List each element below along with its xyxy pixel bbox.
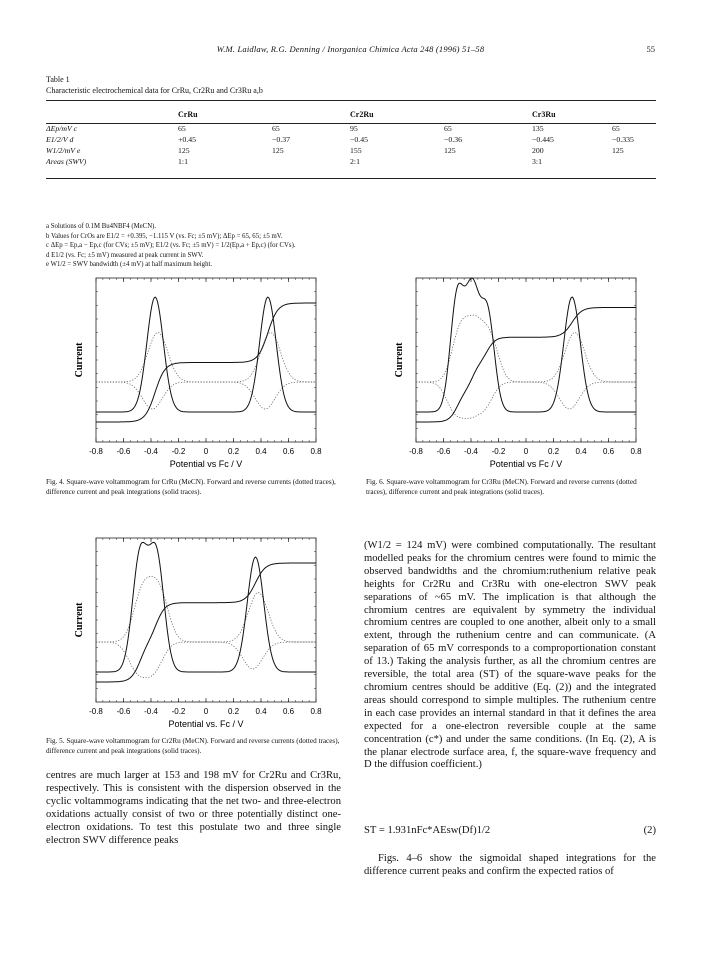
group-header: Cr3Ru — [532, 110, 556, 119]
table-cell — [612, 156, 656, 167]
x-tick-label: -0.2 — [171, 447, 186, 456]
x-tick-label: 0.2 — [227, 447, 240, 456]
x-tick-label: -0.4 — [144, 707, 158, 716]
table-cell: 65 — [178, 124, 186, 133]
reverse-current-trace — [96, 382, 316, 409]
table-cell: −0.335 — [612, 135, 634, 144]
table-cell: 3:1 — [532, 157, 542, 166]
table-cell: 125 — [272, 146, 284, 155]
x-tick-label: 0 — [203, 707, 209, 716]
row-label: ΔEp/mV c — [46, 124, 78, 133]
x-tick-label: 0.2 — [227, 707, 240, 716]
figure-svg — [366, 270, 661, 475]
table-row — [46, 145, 656, 156]
peak-integration-trace — [96, 563, 316, 682]
plot-frame — [96, 538, 316, 702]
x-tick-label: -0.2 — [491, 447, 506, 456]
x-tick-label: -0.4 — [464, 447, 478, 456]
page-number: 55 — [646, 44, 655, 54]
table-cell: −0.445 — [532, 135, 554, 144]
equation-body: ST = 1.931nFc*AEsw(Df)1/2 — [364, 825, 491, 836]
figure-6-plot — [366, 270, 661, 475]
figure-4-caption: Fig. 4. Square-wave voltammogram for CrRu (MeCN). Forward and reverse currents (dotted traces), difference current and peak integrations (solid traces). — [46, 478, 336, 496]
x-axis-label: Potential vs Fc / V — [489, 459, 563, 469]
figure-6-caption: Fig. 6. Square-wave voltammogram for Cr3Ru (MeCN). Forward and reverse currents (dotted traces), difference current and peak integrations (solid traces). — [366, 478, 637, 496]
x-tick-label: -0.6 — [116, 707, 131, 716]
x-tick-label: 0.6 — [602, 447, 615, 456]
figure-5-caption: Fig. 5. Square-wave voltammogram for Cr2Ru (MeCN). Forward and reverse currents (dotted traces), difference current and peak integrations (solid traces). — [46, 737, 340, 755]
y-axis-label: Current — [74, 602, 85, 638]
table-footnotes — [46, 222, 296, 270]
footnote: d E1/2 (vs. Fc; ±5 mV) measured at peak current in SWV. — [46, 251, 204, 259]
running-head: W.M. Laidlaw, R.G. Denning / Inorganica Chimica Acta 248 (1996) 51–58 — [216, 44, 485, 54]
figure-svg — [46, 530, 341, 735]
table-cell: 125 — [444, 146, 456, 155]
table-row — [46, 156, 656, 167]
table-caption: Characteristic electrochemical data for CrRu, Cr2Ru and Cr3Ru a,b — [46, 86, 263, 95]
table-cell: 125 — [178, 146, 190, 155]
equation-2 — [364, 825, 656, 836]
y-axis-label: Current — [394, 342, 405, 378]
table-cell: −0.36 — [444, 135, 463, 144]
footnote: e W1/2 = SWV bandwidth (±4 mV) at half maximum height. — [46, 261, 213, 268]
row-label: E1/2/V d — [46, 135, 74, 144]
x-tick-label: 0.4 — [255, 447, 267, 456]
table-row — [46, 134, 656, 145]
x-axis-label: Potential vs. Fc / V — [168, 719, 244, 729]
body-paragraph-right: (W1/2 = 124 mV) were combined computationally. The resultant modelled peaks for the chromium centres were found to mimic the observed bandwidths and the chromium:ruthenium relative peak heights for Cr2Ru and Cr3Ru with one-electron SWV peak separations of ~65 mV. The implication is that although the chromium centres are equivalent by symmetry the individual chromium centres are coupled to one another, albeit only to a small extent, through the ruthenium centre and can communicate. (A separation of 65 mV corresponds to a comproportionation constant of 13.) Taking the analysis further, as all the chromium centres are reversible, the total area (ST) of the square-wave peaks for the chromium centres should be additive (Eq. (2)) and the integrated areas should correspond to simple multiples. The ruthenium centre in each case provides an internal standard in that it defines the area expected for a one-electron reversible couple at the same concentration (c*) and under the same conditions. (In Eq. (2), A is the planar electrode surface area, f, the square-wave frequency and D the diffusion coefficient.) — [364, 540, 656, 771]
table-header-row — [46, 109, 656, 123]
table-cell: 135 — [532, 124, 544, 133]
x-tick-label: 0.6 — [282, 707, 295, 716]
table-top-rule — [46, 100, 656, 101]
table-cell: −0.37 — [272, 135, 291, 144]
table-bottom-rule — [46, 178, 656, 179]
peak-integration-trace — [96, 303, 316, 422]
x-tick-label: 0 — [203, 447, 209, 456]
y-axis-label: Current — [74, 342, 85, 378]
table-cell: 65 — [272, 124, 280, 133]
x-tick-label: 0.8 — [630, 447, 642, 456]
x-tick-label: -0.2 — [171, 707, 186, 716]
forward-current-trace — [416, 315, 636, 382]
equation-number: (2) — [643, 825, 656, 836]
table-cell: 125 — [612, 146, 624, 155]
x-tick-label: -0.6 — [116, 447, 131, 456]
table-cell — [272, 156, 350, 167]
group-header: Cr2Ru — [350, 110, 374, 119]
x-tick-label: -0.8 — [409, 447, 423, 456]
row-label: Areas (SWV) — [46, 157, 87, 166]
table-cell: +0.45 — [178, 135, 197, 144]
table-label: Table 1 — [46, 75, 70, 84]
x-tick-label: 0.4 — [255, 707, 267, 716]
plot-frame — [96, 278, 316, 442]
x-tick-label: 0.4 — [575, 447, 587, 456]
row-label: W1/2/mV e — [46, 146, 81, 155]
table-cell: −0.45 — [350, 135, 369, 144]
figure-4-plot — [46, 270, 341, 475]
data-table — [46, 109, 656, 167]
table-cell: 1:1 — [178, 157, 188, 166]
x-tick-label: -0.6 — [436, 447, 451, 456]
x-tick-label: 0 — [523, 447, 529, 456]
figure-svg — [46, 270, 341, 475]
table-cell — [444, 156, 532, 167]
body-paragraph-left: centres are much larger at 153 and 198 mV for Cr2Ru and Cr3Ru, respectively. This is consistent with the dispersion observed in the cyclic voltammograms indicating that the net two- and three-electron oxidations actually consist of two or three potentially distinct one-electron oxidations. To test this postulate two and three single electron SWV difference peaks — [46, 770, 341, 846]
x-tick-label: 0.2 — [547, 447, 560, 456]
table-cell: 155 — [350, 146, 362, 155]
footnote: b Values for CrOs are E1/2 = +0.395, −1.115 V (vs. Fc; ±5 mV); ΔEp = 65, 65; ±5 mV. — [46, 232, 283, 240]
reverse-current-trace — [416, 382, 636, 419]
footnote: a Solutions of 0.1M Bu4NBF4 (MeCN). — [46, 223, 157, 230]
x-tick-label: 0.6 — [282, 447, 295, 456]
table-cell: 65 — [444, 124, 452, 133]
forward-current-trace — [96, 333, 316, 383]
x-tick-label: -0.4 — [144, 447, 158, 456]
table-cell: 95 — [350, 124, 358, 133]
x-axis-label: Potential vs Fc / V — [169, 459, 243, 469]
difference-current-trace — [416, 278, 636, 412]
table-cell: 200 — [532, 146, 544, 155]
group-header: CrRu — [178, 110, 198, 119]
body-paragraph-right-2: Figs. 4–6 show the sigmoidal shaped integrations for the difference current peaks and confirm the expected ratios of — [364, 853, 656, 877]
difference-current-trace — [96, 297, 316, 412]
x-tick-label: 0.8 — [310, 447, 322, 456]
table-row — [46, 123, 656, 134]
x-tick-label: 0.8 — [310, 707, 322, 716]
figure-5-plot — [46, 530, 341, 735]
x-tick-label: -0.8 — [89, 447, 103, 456]
x-tick-label: -0.8 — [89, 707, 103, 716]
footnote: c ΔEp = Ep,a − Ep,c (for CVs; ±5 mV); E1/2 (vs. Fc; ±5 mV) = 1/2(Ep,a + Ep,c) (for CVs). — [46, 242, 296, 249]
table-cell: 65 — [612, 124, 620, 133]
difference-current-trace — [96, 542, 316, 672]
table-cell: 2:1 — [350, 157, 360, 166]
